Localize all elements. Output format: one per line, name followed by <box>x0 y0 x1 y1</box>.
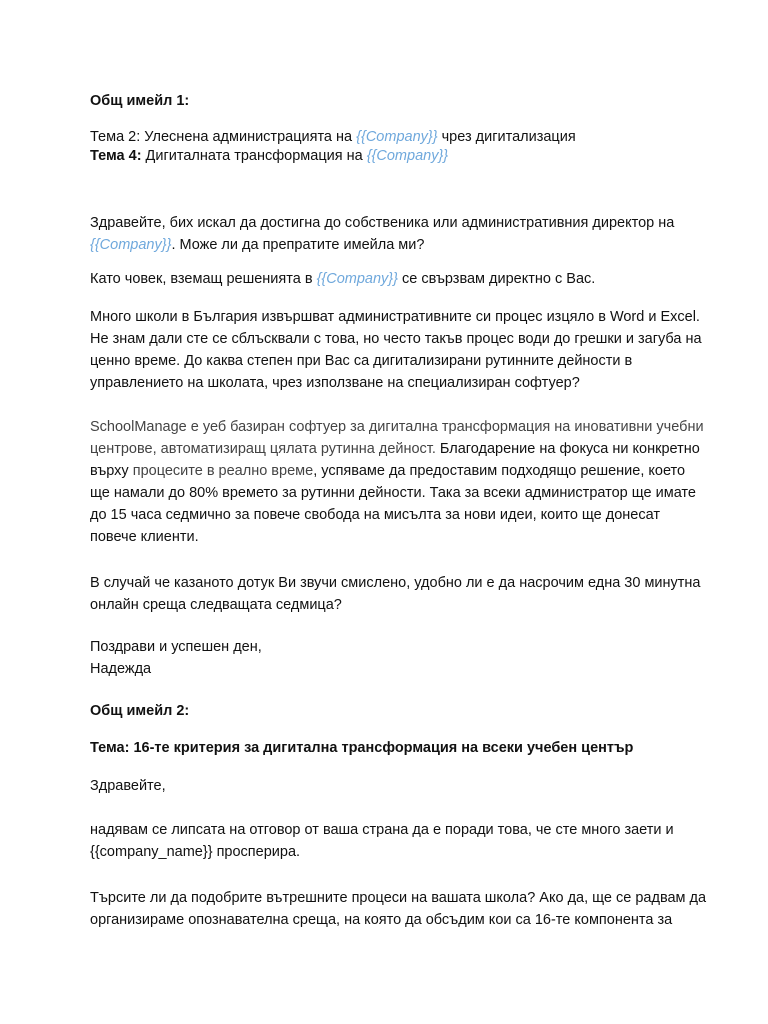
email1-closing <box>90 636 690 680</box>
email1-paragraph-4: SchoolManage е уеб базиран софтуер за дигитална трансформация на иновативни учебни центрове, автоматизиращ цялата рутинна дейност. Благодарение на фокуса ни конкретно върху процесите в реално време, успяваме да предоставим подходящо решение, което ще намали до 80% времето за рутинни дейности. Така за всеки администратор ще имате до 15 часа седмично за повече свобода на мисълта за нови идеи, които ще донесат повече клиенти. <box>90 419 704 545</box>
company-placeholder: {{Company}} <box>356 129 438 145</box>
email1-paragraph-5: В случай че казаното дотук Ви звучи смислено, удобно ли е да насрочим една 30 минутна онлайн среща следващата седмица? <box>90 575 701 613</box>
closing-line: Поздрави и успешен ден, <box>90 639 262 655</box>
email1-subject-b: Тема 4: Дигиталната трансформация на {{Company}} <box>90 148 449 164</box>
email2-heading: Общ имейл 2: <box>90 703 190 719</box>
email1-subject-a: Тема 2: Улеснена администрацията на {{Company}} чрез дигитализация <box>90 129 576 145</box>
email2-paragraph-2: Търсите ли да подобрите вътрешните процеси на вашата школа? Ако да, ще се радвам да организираме опознавателна среща, на която да обсъдим кои са 16-те компонента за <box>90 890 707 928</box>
email2-paragraph-1: надявам се липсата на отговор от ваша страна да е поради това, че сте много заети и {{company_name}} просперира. <box>90 822 674 860</box>
email2-greeting: Здравейте, <box>90 778 166 794</box>
company-placeholder: {{Company}} <box>366 148 449 164</box>
email1-paragraph-3: Много школи в България извършват административните си процес изцяло в Word и Excel. Не знам дали сте се сблъсквали с това, но често такъв процес води до грешки и загуба на ценно време. До каква степен при Вас са дигитализирани рутинните дейности в управлението на школата, чрез използване на специализиран софтуер? <box>90 309 702 391</box>
signature: Надежда <box>90 661 152 677</box>
email1-heading: Общ имейл 1: <box>90 93 190 109</box>
email1-paragraph-2: Като човек, вземащ решенията в {{Company}} се свързвам директно с Вас. <box>90 271 596 287</box>
email1-subjects <box>90 128 690 166</box>
company-placeholder: {{Company}} <box>316 271 398 287</box>
company-placeholder: {{Company}} <box>90 237 172 253</box>
email1-paragraph-1: Здравейте, бих искал да достигна до собственика или административния директор на {{Company}}. Може ли да препратите имейла ми? <box>90 215 675 253</box>
email2-subject: Тема: 16-те критерия за дигитална трансформация на всеки учебен център <box>90 740 634 756</box>
